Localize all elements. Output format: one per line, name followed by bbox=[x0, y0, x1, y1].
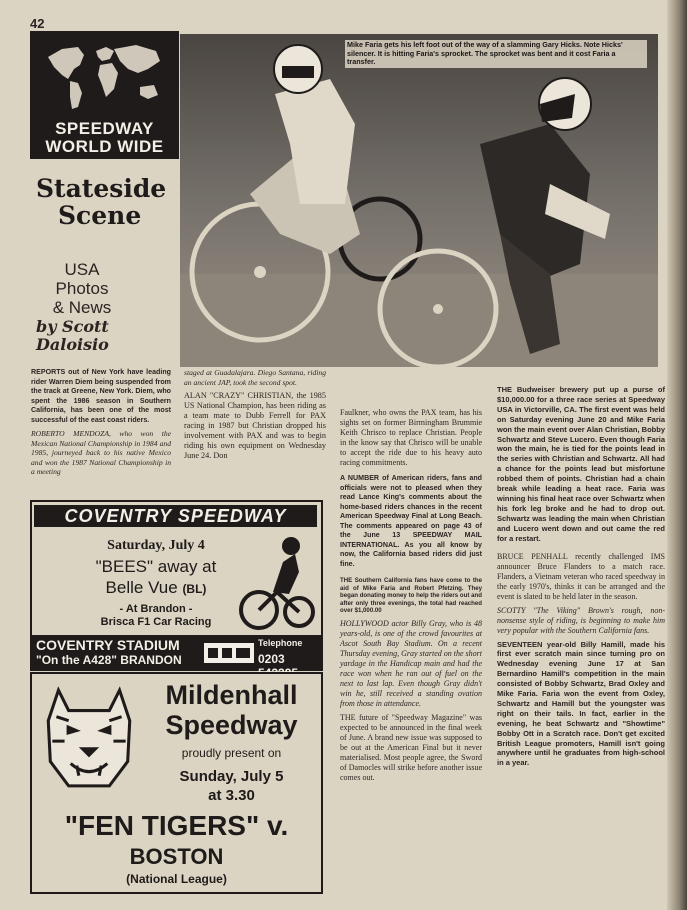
column-3 bbox=[340, 408, 482, 787]
col4-paragraph-1: THE Budweiser brewery put up a purse of $10,000.00 for a three race series at Speedway USA in Victorville, CA. The first event was held on Saturday evening June 20 and Mike Faria won the main event over Alan Christian, Bobby Schwartz and Steve Lucero. Even though Faria won the main, he is tied for the points lead in the series with Christian and Schwartz. All had a chance for the points lead but misfortune robbed them of points. Christian had a chain break while leading a heat race. Faria was winning his final heat race over Schwartz when his fork leg broke and he had to drop out. Schwartz was leading the main when Christian and Lucero went down and out came the red for a restart. bbox=[497, 385, 665, 543]
col4-paragraph-3: SCOTTY "The Viking" Brown's rough, non-nonsense style of riding, is beginning to make him very popular with the Southern California fans. bbox=[497, 605, 665, 635]
coventry-date: Saturday, July 4 bbox=[107, 538, 205, 553]
telephone-icon bbox=[204, 643, 254, 663]
mildenhall-title-2: Speedway bbox=[165, 710, 298, 740]
headline bbox=[36, 175, 166, 229]
coventry-footer bbox=[32, 635, 321, 669]
subhead-line2: Photos bbox=[55, 279, 109, 298]
col3-paragraph-1: Faulkner, who owns the PAX team, has his sights set on former Birmingham Brummie Keith Chrisco to replace Christian. People in the know say that Chrisco will be unable to accept the ride due to his heavy auto racing commitments. bbox=[340, 408, 482, 467]
column-2 bbox=[184, 368, 326, 465]
section-logo-box bbox=[30, 31, 179, 159]
mildenhall-league: (National League) bbox=[126, 872, 227, 886]
mildenhall-title-1: Mildenhall bbox=[165, 680, 298, 710]
subhead-line1: USA bbox=[64, 260, 100, 279]
col4-paragraph-4: SEVENTEEN year-old Billy Hamill, made his first ever scratch main since turning pro on Wednesday evening June 17 at San Bernardino Hamill's competition in the main consisted of Bobby Schwartz, Brad Oxley and Mike Faria. Faria won the event from Oxley, Schwartz and Hamill but the youngster was right on their tails. In fact, earlier in the evening, he beat Schwartz and "Showtime" Bobby Ott in a Scratch race. Don't get excited British League promoters, Hamill isn't going anywhere until he graduates from high-school in a year. bbox=[497, 639, 665, 768]
coventry-phone-label: Telephone bbox=[258, 638, 303, 648]
mildenhall-time: at 3.30 bbox=[208, 787, 255, 804]
subhead bbox=[44, 260, 120, 317]
coventry-speedway-ad bbox=[30, 500, 323, 671]
speedway-photo bbox=[180, 34, 658, 367]
column-4 bbox=[497, 385, 665, 772]
headline-line2: Scene bbox=[58, 201, 142, 230]
byline-line2: Daloisio bbox=[36, 335, 109, 354]
col4-paragraph-2: BRUCE PENHALL recently challenged IMS announcer Bruce Flanders to a match race. Flanders, a Vietnam veteran who raced speedway in the early 1970's, thinks it can be arranged and the event is slated to be held later in the season. bbox=[497, 551, 665, 601]
section-title-line1: SPEEDWAY bbox=[55, 119, 154, 138]
tiger-head-icon bbox=[36, 680, 142, 792]
headline-line1: Stateside bbox=[36, 174, 167, 203]
col2-paragraph-2: ALAN "CRAZY" CHRISTIAN, the 1985 US National Champion, has been riding as a team mate to Dubb Ferrell for PAX racing in 1987 but Christian dropped his involvement with PAX and was to begin riding his own equipment on Wednesday June 24. Don bbox=[184, 391, 326, 460]
coventry-venue-tag: (BL) bbox=[182, 582, 207, 596]
coventry-brisca: Brisca F1 Car Racing bbox=[100, 616, 212, 628]
page-number: 42 bbox=[30, 16, 45, 31]
col3-paragraph-3: THE Southern California fans have come to the aid of Mike Faria and Robert Pfetzing. They began donating money to help the riders out and after only three evenings, the total had reached over $1,000.00 bbox=[340, 577, 482, 615]
photo-caption: Mike Faria gets his left foot out of the way of a slamming Gary Hicks. Note Hicks' silencer. It is hitting Faria's sprocket. The sprocket was bent and it cost Faria a transfer. bbox=[345, 40, 647, 68]
racing-riders-illustration bbox=[180, 34, 658, 367]
coventry-venue-line bbox=[56, 578, 256, 598]
mildenhall-boston: BOSTON bbox=[129, 844, 224, 869]
mildenhall-fen-tigers: "FEN TIGERS" v. bbox=[64, 810, 289, 841]
coventry-stadium: COVENTRY STADIUM bbox=[36, 637, 180, 653]
speedway-rider-icon bbox=[236, 532, 318, 632]
byline bbox=[36, 318, 109, 354]
coventry-bees: "BEES" away at bbox=[95, 557, 217, 576]
coventry-banner: COVENTRY SPEEDWAY bbox=[34, 505, 317, 527]
world-map-icon bbox=[44, 39, 166, 114]
col3-paragraph-4: HOLLYWOOD actor Billy Gray, who is 48 years-old, is one of the crowd favourites at Ascot South Bay Stadium. On a recent Thursday evening, Gray started on the short yardage in the Handicap main and had the race won when he ran out of fuel on the next to last lap. Even though Gray didn't win he, still received a standing ovation from those in attendance. bbox=[340, 618, 482, 708]
page-spine-shadow bbox=[667, 0, 687, 910]
col2-paragraph-1: staged at Guadalajara. Diego Santana, riding an ancient JAP, took the second spot. bbox=[184, 368, 326, 387]
column-1 bbox=[31, 368, 171, 481]
coventry-road: "On the A428" BRANDON bbox=[36, 653, 182, 667]
col3-paragraph-2: A NUMBER of American riders, fans and officials were not to pleased when they read Lance King's comments about the home-based riders chances in the recent American Speedway Final at Long Beach. The comments appeared on page 43 of the June 13 SPEEDWAY MAIL INTERNATIONAL. As you all know by now, the California based riders did just fine. bbox=[340, 474, 482, 568]
section-title-line2: WORLD WIDE bbox=[45, 137, 164, 156]
coventry-at-brandon: - At Brandon - bbox=[119, 603, 193, 615]
coventry-phone: 0203 bbox=[258, 652, 285, 666]
col3-paragraph-5: THE future of "Speedway Magazine" was expected to be announced in the final week of June. A brand new issue was supposed to be out at the American Final but it never materialised. Most people agree, the Sword of Damocles will strike before another issue comes out. bbox=[340, 712, 482, 782]
byline-line1: by Scott bbox=[36, 317, 109, 336]
col1-paragraph-1: REPORTS out of New York have leading rider Warren Diem being suspended from the track at Greene, New York. Diem, who spent the 1986 season in Southern California, has been one of the most successful of the east coast riders. bbox=[31, 368, 171, 424]
col1-paragraph-2: ROBERTO MENDOZA, who won the Mexican National Championship in 1984 and 1985, journeyed back to his native Mexico and won the 1987 National Championship in a meeting bbox=[31, 429, 171, 476]
subhead-line3: & News bbox=[52, 298, 112, 317]
mildenhall-proudly: proudly present on bbox=[181, 746, 282, 760]
mildenhall-speedway-ad bbox=[30, 672, 323, 894]
mildenhall-date: Sunday, July 5 bbox=[179, 768, 284, 785]
coventry-venue: Belle Vue bbox=[105, 578, 178, 597]
